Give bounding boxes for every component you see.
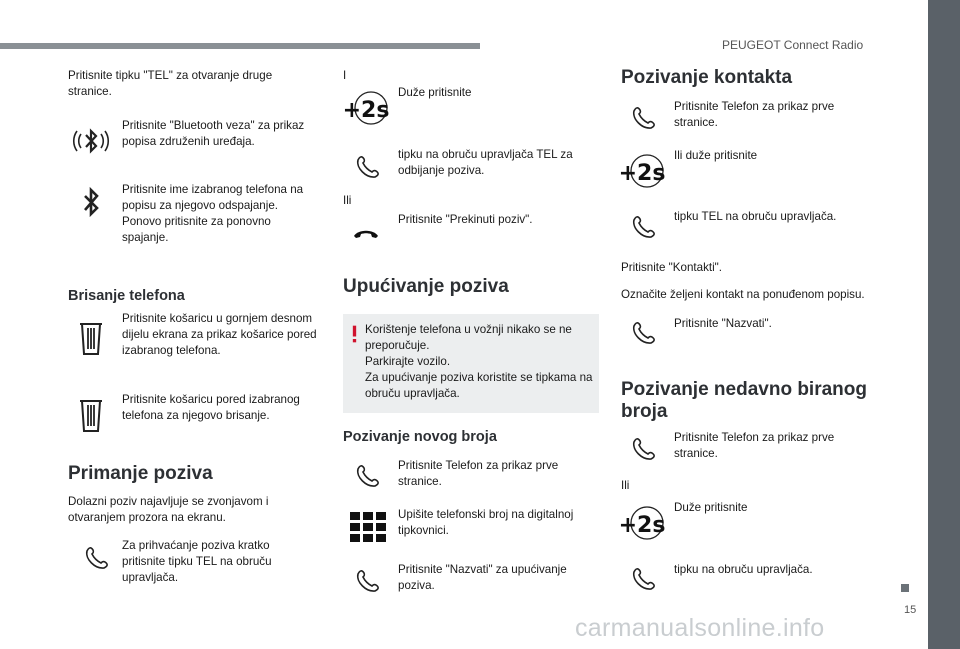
warning-icon xyxy=(352,324,357,344)
phone-icon xyxy=(623,312,665,352)
new-number-heading: Pozivanje novog broja xyxy=(343,429,497,445)
contact-text-6: Pritisnite "Nazvati". xyxy=(674,317,772,330)
bt-connection-text: Pritisnite "Bluetooth veza" za prikaz popisa združenih uređaja. xyxy=(122,119,305,148)
outgoing-heading: Upućivanje poziva xyxy=(343,276,509,297)
phone-icon xyxy=(623,97,665,137)
svg-text:+2s: +2s xyxy=(618,161,666,186)
long-press-text: Duže pritisnite xyxy=(398,86,472,99)
phone-icon xyxy=(347,146,389,186)
contact-text-5: Označite željeni kontakt na ponuđenom popisu. xyxy=(621,288,865,301)
page-number: 15 xyxy=(904,604,917,616)
trash-icon xyxy=(70,395,112,435)
receive-accept-text: Za prihvaćanje poziva kratko pritisnite tipku TEL na obruču upravljača. xyxy=(122,539,272,584)
contact-heading: Pozivanje kontakta xyxy=(621,67,793,88)
side-tab xyxy=(928,0,960,649)
watermark: carmanualsonline.info xyxy=(575,614,825,642)
phone-icon xyxy=(347,455,389,495)
reject-text: tipku na obruču upravljača TEL za odbijanje poziva. xyxy=(398,148,573,177)
contact-text-1: Pritisnite Telefon za prikaz prve stranice. xyxy=(674,100,835,129)
new-number-text-3: Pritisnite "Nazvati" za upućivanje poziva. xyxy=(398,563,567,592)
col2-ili: Ili xyxy=(343,194,352,207)
phone-icon xyxy=(623,206,665,246)
intro-text: Pritisnite tipku "TEL" za otvaranje druge stranice. xyxy=(68,69,273,98)
keypad-icon xyxy=(347,507,389,547)
receive-heading: Primanje poziva xyxy=(68,463,213,484)
col2-i: I xyxy=(343,69,347,82)
new-number-text-2: Upišite telefonski broj na digitalnoj tipkovnici. xyxy=(398,508,574,537)
contact-text-2: Ili duže pritisnite xyxy=(674,149,758,162)
top-rule xyxy=(0,43,480,49)
bt-name-text: Pritisnite ime izabranog telefona na popisu za njegovo odspajanje. Ponovo pritisnite za ponovno spajanje. xyxy=(122,183,304,244)
delete-heading: Brisanje telefona xyxy=(68,288,185,304)
phone-pickup-icon xyxy=(76,537,118,577)
long-press-icon xyxy=(618,503,666,543)
hangup-text: Pritisnite "Prekinuti poziv". xyxy=(398,213,533,226)
phone-icon xyxy=(623,558,665,598)
recent-heading: Pozivanje nedavno biranog broja xyxy=(621,379,867,422)
phone-icon xyxy=(623,428,665,468)
svg-text:+2s: +2s xyxy=(342,98,390,123)
svg-text:+2s: +2s xyxy=(618,513,666,538)
delete-text-1: Pritisnite košaricu u gornjem desnom dijelu ekrana za prikaz košarice pored izabranog telefona. xyxy=(122,312,317,357)
brand-title: PEUGEOT Connect Radio xyxy=(722,38,864,52)
bluetooth-icon xyxy=(70,184,112,224)
recent-text-3: tipku na obruču upravljača. xyxy=(674,563,813,576)
bluetooth-signal-icon xyxy=(70,121,112,161)
trash-icon xyxy=(70,318,112,358)
section-marker xyxy=(901,584,909,592)
recent-text-2: Duže pritisnite xyxy=(674,501,748,514)
warning-text: Korištenje telefona u vožnji nikako se ne preporučuje. Parkirajte vozilo. Za upućivanje poziva koristite se tipkama na obruču upravljača. xyxy=(365,323,593,400)
new-number-text-1: Pritisnite Telefon za prikaz prve stranice. xyxy=(398,459,559,488)
warning-box xyxy=(343,314,599,413)
hang-up-icon xyxy=(345,213,387,253)
receive-intro: Dolazni poziv najavljuje se zvonjavom i otvaranjem prozora na ekranu. xyxy=(68,495,269,524)
long-press-icon xyxy=(618,151,666,191)
recent-ili: Ili xyxy=(621,479,630,492)
recent-text-1: Pritisnite Telefon za prikaz prve stranice. xyxy=(674,431,835,460)
delete-text-2: Pritisnite košaricu pored izabranog telefona za njegovo brisanje. xyxy=(122,393,300,422)
phone-icon xyxy=(347,560,389,600)
contact-text-3: tipku TEL na obruču upravljača. xyxy=(674,210,837,223)
long-press-icon xyxy=(342,88,390,128)
contact-text-4: Pritisnite "Kontakti". xyxy=(621,261,723,274)
